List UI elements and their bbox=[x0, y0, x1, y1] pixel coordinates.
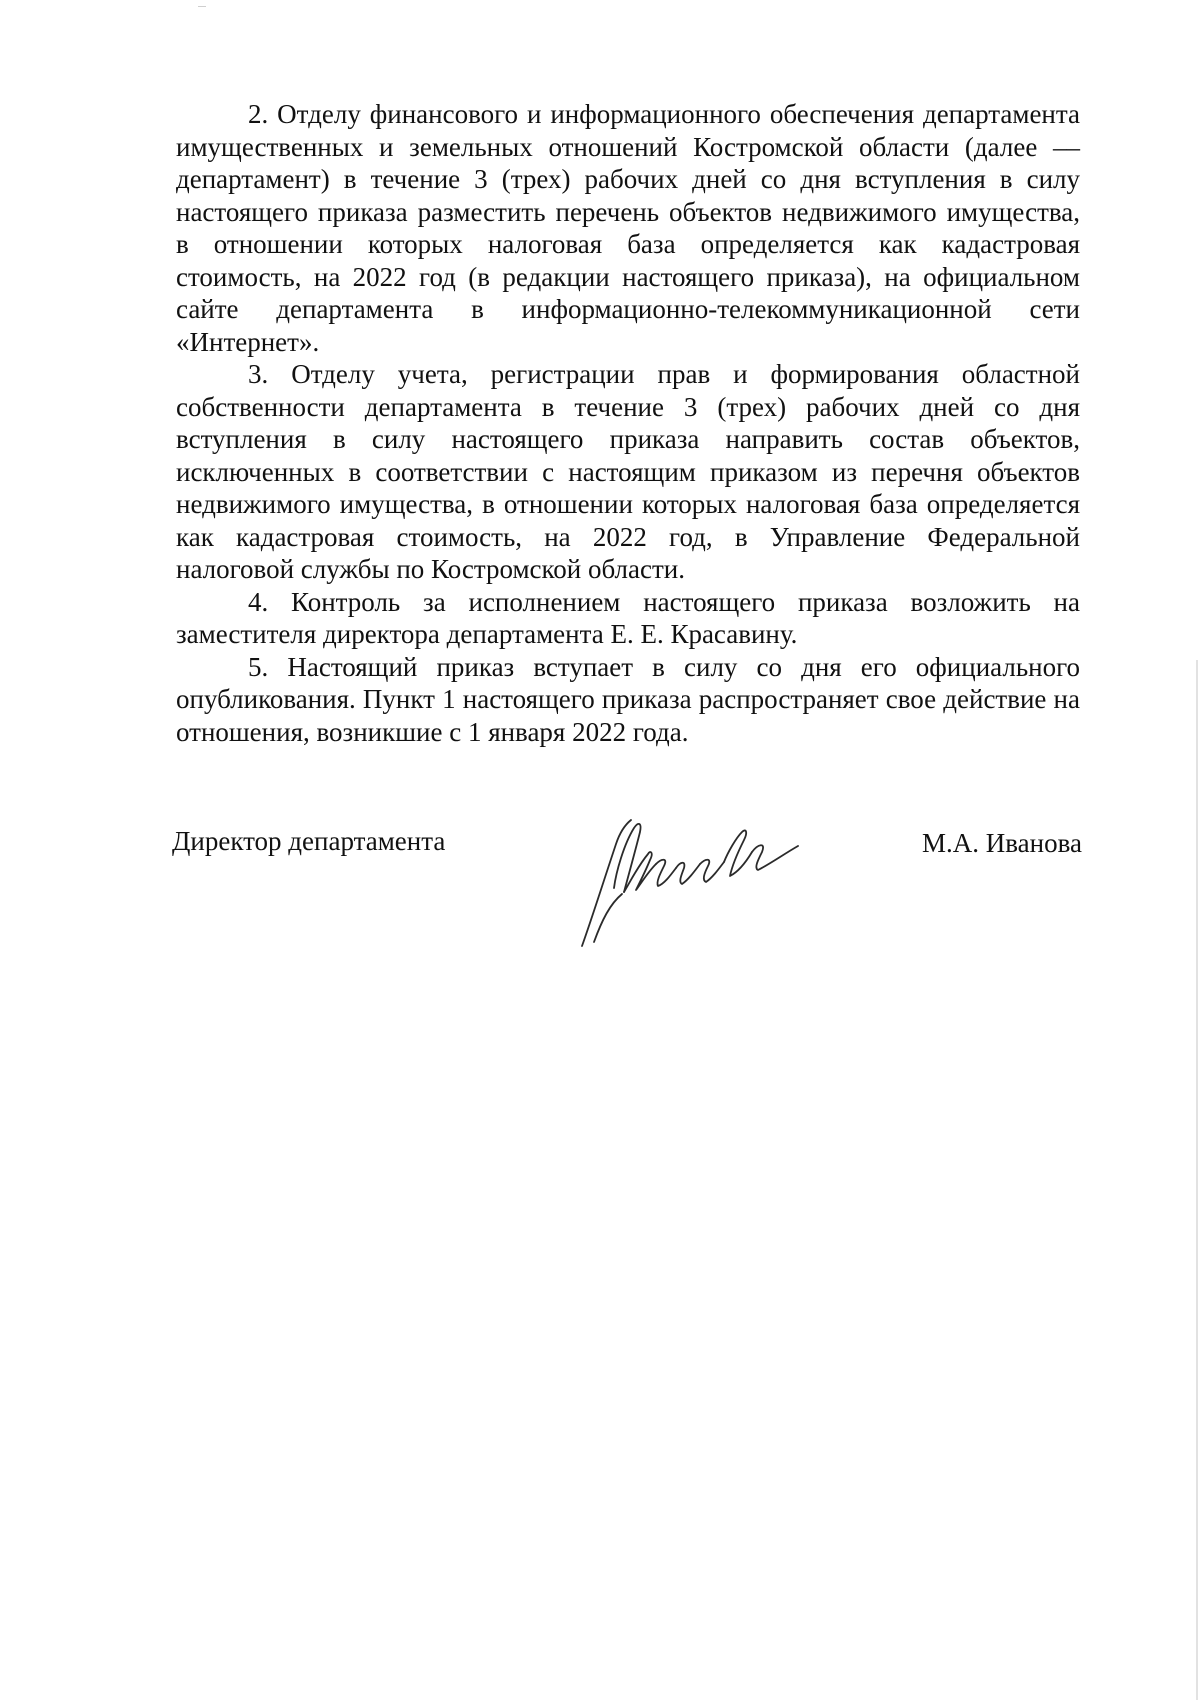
scan-artifact-right-edge bbox=[1196, 660, 1198, 1700]
paragraph-5: 5. Настоящий приказ вступает в силу со дня его официального опубликования. Пункт 1 настоящего приказа распространяет свое действие на отношения, возникшие с 1 января 2022 года. bbox=[176, 651, 1080, 747]
paragraph-2: 2. Отделу финансового и информационного обеспечения департамента имущественных и земельных отношений Костромской области (далее –– департамент) в течение 3 (трех) рабочих дней со дня вступления в силу настоящего приказа разместить перечень объектов недвижимого имущества, в отношении которых налоговая база определяется как кадастровая стоимость, на 2022 год (в редакции настоящего приказа), на официальном сайте департамента в информационно-телекоммуникационной сети «Интернет». bbox=[176, 99, 1080, 357]
signature-block bbox=[172, 814, 1082, 954]
document-body bbox=[176, 98, 1080, 748]
scan-artifact-top bbox=[198, 6, 206, 7]
signatory-name: М.А. Иванова bbox=[922, 828, 1082, 858]
handwritten-signature bbox=[532, 814, 802, 954]
paragraph-4: 4. Контроль за исполнением настоящего приказа возложить на заместителя директора департамента Е. Е. Красавину. bbox=[176, 586, 1080, 649]
paragraph-3: 3. Отделу учета, регистрации прав и формирования областной собственности департамента в течение 3 (трех) рабочих дней со дня вступления в силу настоящего приказа направить состав объектов, исключенных в соответствии с настоящим приказом из перечня объектов недвижимого имущества, в отношении которых налоговая база определяется как кадастровая стоимость, на 2022 год, в Управление Федеральной налоговой службы по Костромской области. bbox=[176, 359, 1080, 584]
signatory-title: Директор департамента bbox=[172, 826, 446, 856]
